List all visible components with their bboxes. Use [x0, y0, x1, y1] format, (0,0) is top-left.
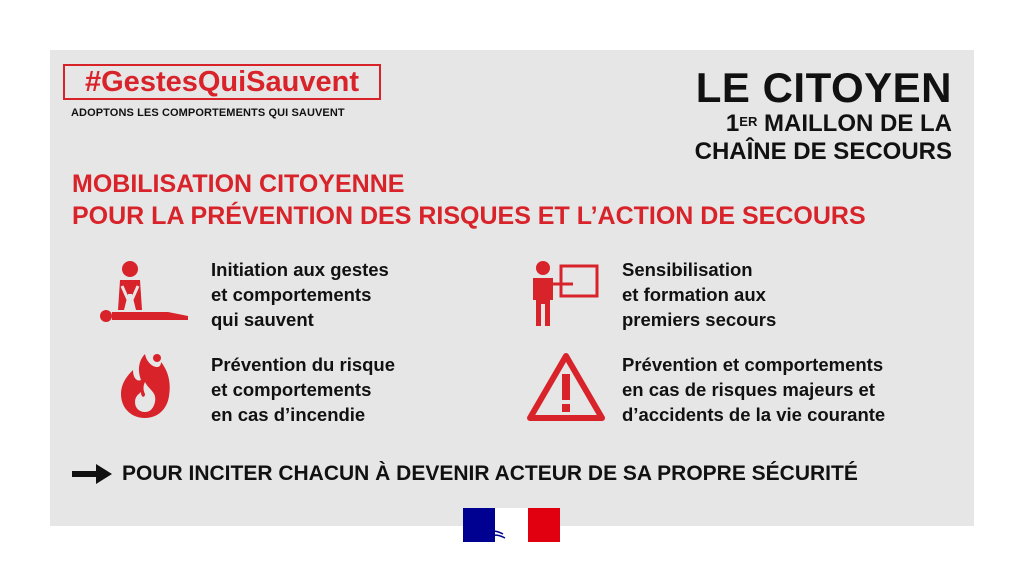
item-incendie: Prévention du risque et comportements en cas d’incendie [211, 354, 396, 425]
footer-text: POUR INCITER CHACUN À DEVENIR ACTEUR DE SA PROPRE SÉCURITÉ [122, 462, 858, 485]
item-sensibilisation: Sensibilisation et formation aux premiers secours [622, 259, 777, 330]
marianne-flag-logo [463, 508, 560, 542]
hashtag-badge [63, 64, 381, 100]
cpr-icon [98, 260, 192, 328]
footer-statement [72, 462, 858, 486]
hashtag-text: #GestesQuiSauvent [85, 65, 359, 98]
item-gestes: Initiation aux gestes et comportements qui sauvent [211, 259, 389, 330]
fire-icon [117, 350, 173, 420]
teacher-board-icon [529, 260, 601, 328]
tagline: ADOPTONS LES COMPORTEMENTS QUI SAUVENT [71, 107, 345, 119]
marianne-profile-icon [487, 508, 535, 542]
headline-line-2: POUR LA PRÉVENTION DES RISQUES ET L’ACTION DE SECOURS [72, 202, 866, 230]
title-subline: 1ER MAILLON DE LA [725, 110, 952, 137]
arrow-right-icon [72, 464, 112, 484]
title-block [695, 66, 952, 166]
title-main: LE CITOYEN [695, 64, 952, 111]
title-subline-2: CHAÎNE DE SECOURS [694, 138, 952, 165]
headline-line-1: MOBILISATION CITOYENNE [72, 170, 405, 198]
warning-triangle-icon [527, 352, 605, 422]
headline [72, 168, 866, 232]
item-risques-majeurs: Prévention et comportements en cas de risques majeurs et d’accidents de la vie courante [622, 354, 886, 425]
